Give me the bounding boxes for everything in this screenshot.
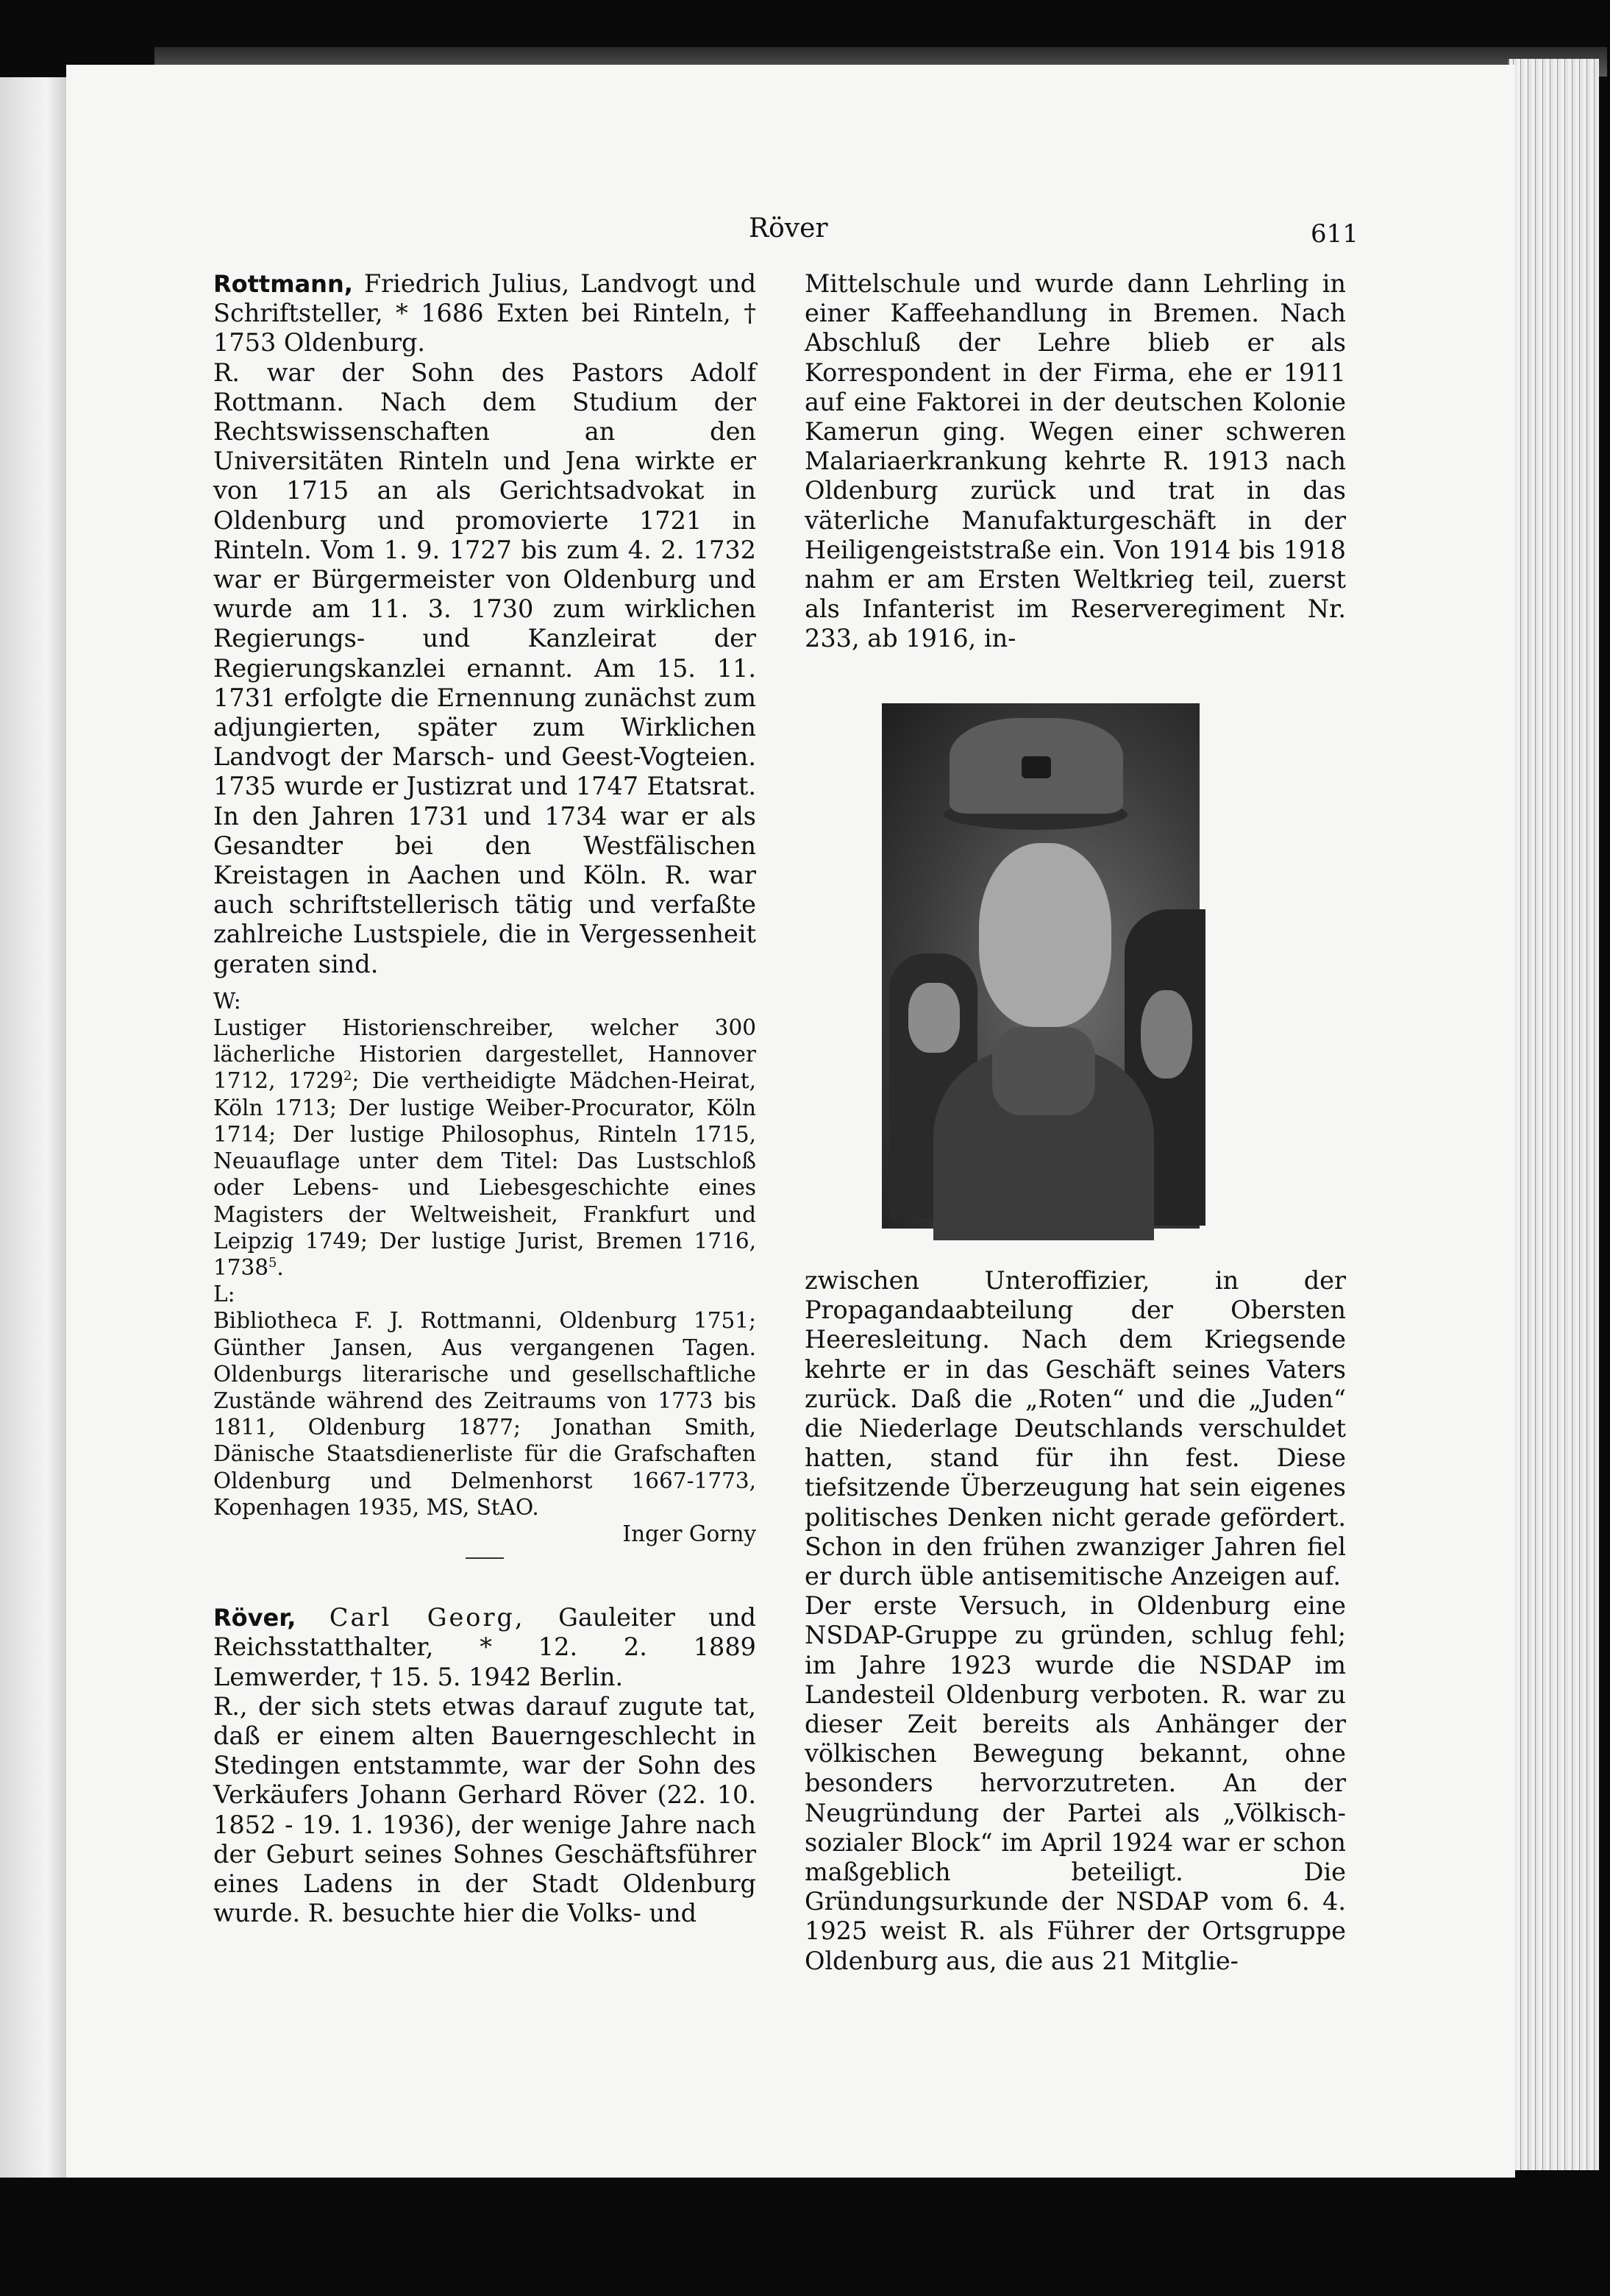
background-face-right — [1141, 990, 1192, 1078]
works-text-b: ; Die vertheidigte Mädchen-Heirat, Köln 1713; Der lustige Weiber-Procurator, Köln 1714; Der lustige Philosophus, Rinteln 1715, Neuauflage unter dem Titel: Das Lustschloß oder Lebens- und Liebesgeschichte eines Magisters der Weltweisheit, Frankfurt und Leipzig 1749; Der lustige Jurist, Bremen 1716, 1738 — [213, 1068, 756, 1280]
literature-list: Bibliotheca F. J. Rottmanni, Oldenburg 1751; Günther Jansen, Aus vergangenen Tagen. Oldenburgs literarische und gesellschaftliche Zustände während des Zeitraums von 1773 bis 1811, Oldenburg 1877; Jonathan Smith, Dänische Staatsdienerliste für die Grafschaften Oldenburg und Delmenhorst 1667-1773, Kopenhagen 1935, MS, StAO. — [213, 1308, 756, 1520]
edition-superscript: 2 — [343, 1069, 352, 1084]
page-stack-edge — [1508, 59, 1599, 2170]
entry-name: Röver, — [213, 1604, 296, 1632]
page-number: 611 — [1311, 219, 1358, 249]
works-text-a: Lustiger Historienschreiber, welcher 300 lächerliche Historien dargestellet, Hannover 1712, 1729 — [213, 1015, 756, 1094]
entry-roever-heading — [213, 1603, 756, 1692]
background-face-left — [908, 983, 960, 1053]
works-label: W: — [213, 988, 241, 1014]
entry-given-names: Carl Georg, — [329, 1603, 525, 1632]
entry-divider — [466, 1557, 504, 1559]
cap-badge — [1022, 756, 1051, 778]
edition-superscript: 5 — [268, 1256, 277, 1271]
uniform-collar — [992, 1027, 1095, 1115]
right-column-bottom-text: zwischen Unteroffizier, in der Propagandaabteilung der Obersten Heeresleitung. Nach dem Kriegsende kehrte er in das Geschäft seines Vaters zurück. Daß die „Roten“ und die „Juden“ die Niederlage Deutschlands verschuldet hatten, stand für ihn fest. Diese tiefsitzende Überzeugung hat sein eigenes politisches Denken nicht gerade gefördert. Schon in den frühen zwanziger Jahren fiel er durch üble antisemitische Anzeigen auf. — [805, 1266, 1346, 1591]
portrait-photo — [882, 703, 1200, 1229]
entry-name: Rottmann, — [213, 270, 353, 298]
literature-label: L: — [213, 1282, 235, 1307]
right-column — [805, 269, 1346, 1975]
left-column — [213, 269, 756, 1928]
author-signature: Inger Gorny — [622, 1521, 756, 1546]
entry-intro: Gauleiter und Reichsstatthalter, * 12. 2. 1889 Lemwerder, † 15. 5. 1942 Berlin. — [213, 1603, 756, 1691]
right-column-bottom-text-2: Der erste Versuch, in Oldenburg eine NSDAP-Gruppe zu gründen, schlug fehl; im Jahre 1923 wurde die NSDAP im Landesteil Oldenburg verboten. R. war zu dieser Zeit bereits als Anhänger der völkischen Bewegung bekannt, ohne besonders hervorzutreten. An der Neugründung der Partei als „Völkisch-sozialer Block“ im April 1924 war er schon maßgeblich beteiligt. Die Gründungsurkunde der NSDAP vom 6. 4. 1925 weist R. als Führer der Ortsgruppe Oldenburg aus, die aus 21 Mitglie- — [805, 1591, 1346, 1975]
entry-roever-body: R., der sich stets etwas darauf zugute tat, daß er einem alten Bauerngeschlecht in Stedingen entstammte, war der Sohn des Verkäufers Johann Gerhard Röver (22. 10. 1852 - 19. 1. 1936), der wenige Jahre nach der Geburt seines Sohnes Geschäftsführer eines Ladens in der Stadt Oldenburg wurde. R. besuchte hier die Volks- und — [213, 1691, 756, 1928]
entry-intro: Friedrich Julius, Landvogt und Schriftsteller, * 1686 Exten bei Rinteln, † 1753 Oldenburg. — [213, 269, 757, 358]
entry-rottmann-body: R. war der Sohn des Pastors Adolf Rottmann. Nach dem Studium der Rechtswissenschaften an den Universitäten Rinteln und Jena wirkte er von 1715 an als Gerichtsadvokat in Oldenburg und promovierte 1721 in Rinteln. Vom 1. 9. 1727 bis zum 4. 2. 1732 war er Bürgermeister von Oldenburg und wurde am 11. 3. 1730 zum wirklichen Regierungs- und Kanzleirat der Regierungskanzlei ernannt. Am 15. 11. 1731 erfolgte die Ernennung zunächst zum adjungierten, später zum Wirklichen Landvogt der Marsch- und Geest-Vogteien. 1735 wurde er Justizrat und 1747 Etatsrat. In den Jahren 1731 und 1734 war er als Gesandter bei den Westfälischen Kreistagen in Aachen und Köln. R. war auch schriftstellerisch tätig und verfaßte zahlreiche Lustspiele, die in Vergessenheit geraten sind. — [213, 358, 756, 978]
works-list — [213, 1014, 756, 1281]
right-column-top-text: Mittelschule und wurde dann Lehrling in einer Kaffeehandlung in Bremen. Nach Abschluß der Lehre blieb er als Korrespondent in der Firma, ehe er 1911 auf eine Faktorei in der deutschen Kolonie Kamerun ging. Wegen einer schweren Malariaerkrankung kehrte R. 1913 nach Oldenburg zurück und trat in das väterliche Manufakturgeschäft in der Heiligengeiststraße ein. Von 1914 bis 1918 nahm er am Ersten Weltkrieg teil, zuerst als Infanterist im Reserveregiment Nr. 233, ab 1916, in- — [805, 269, 1346, 653]
adjacent-page-edge — [0, 77, 66, 2178]
entry-rottmann-heading — [213, 269, 756, 358]
subject-face — [979, 843, 1111, 1027]
works-text-end: . — [277, 1254, 284, 1280]
running-header: Röver — [749, 213, 828, 244]
